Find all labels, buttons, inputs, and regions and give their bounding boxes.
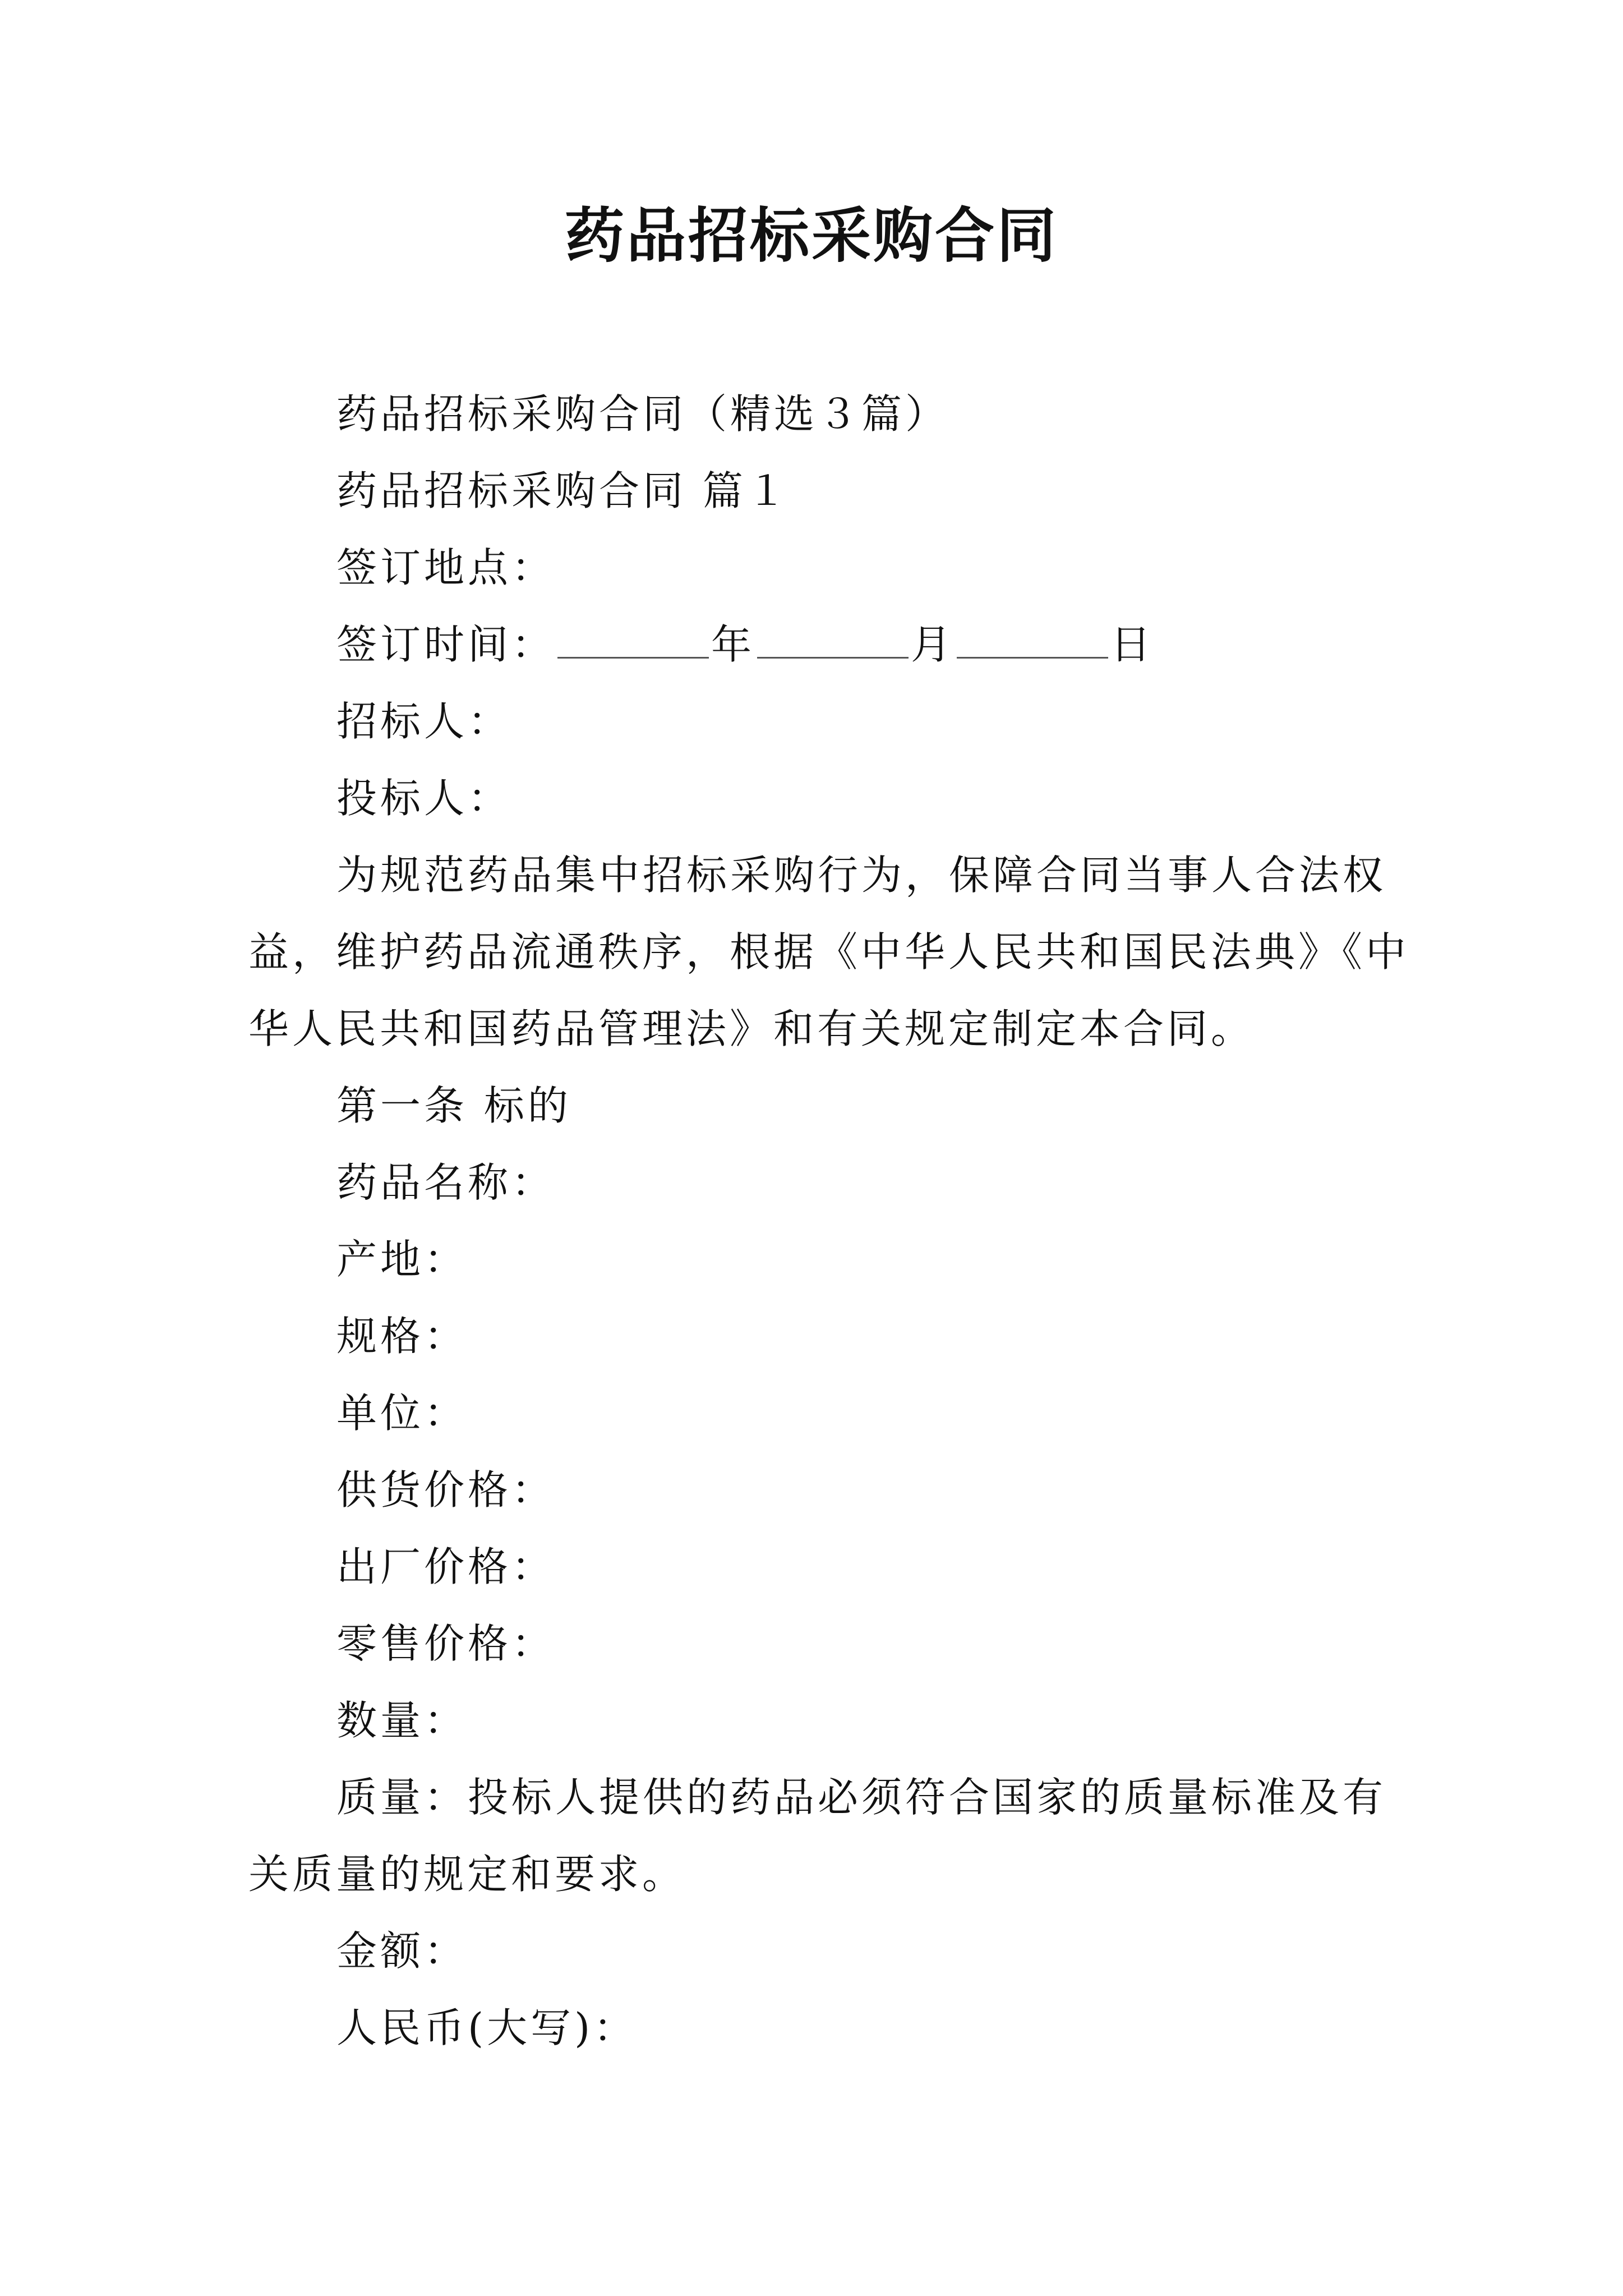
sign-time-row [336,616,1154,673]
bidder-label: 投标人： [336,775,512,822]
drug-name-label: 药品名称： [336,1159,556,1206]
subtitle: 药品招标采购合同（精选３篇） [336,390,949,438]
retail-price-label: 零售价格： [336,1620,556,1667]
sign-place-label: 签订地点： [336,544,556,591]
year-label: 年 [711,621,755,668]
preamble-line-1: 为规范药品集中招标采购行为，保障合同当事人合法权 [336,852,1387,899]
preamble-line-2: 益，维护药品流通秩序，根据《中华人民共和国民法典》《中 [248,928,1410,976]
tenderer-label: 招标人： [336,698,512,745]
sign-time-label: 签订时间： [336,621,556,668]
part-heading: 药品招标采购合同 篇１ [336,467,790,514]
quality-line-1: 质量：投标人提供的药品必须符合国家的质量标准及有 [336,1774,1387,1821]
preamble-line-3: 华人民共和国药品管理法》和有关规定制定本合同。 [248,1005,1255,1052]
spec-label: 规格： [336,1313,468,1360]
unit-label: 单位： [336,1389,468,1437]
month-label: 月 [911,621,955,668]
supply-price-label: 供货价格： [336,1466,556,1513]
article-1-heading: 第一条 标的 [336,1082,571,1129]
rmb-uppercase-label: 人民币(大写)： [336,2004,638,2051]
quality-line-2: 关质量的规定和要求。 [248,1851,686,1898]
quantity-label: 数量： [336,1697,468,1744]
year-blank [557,623,709,659]
page-title: 药品招标采购合同 [565,200,1058,270]
day-blank [957,623,1108,659]
factory-price-label: 出厂价格： [336,1543,556,1590]
month-blank [757,623,909,659]
day-label: 日 [1110,621,1155,668]
origin-label: 产地： [336,1236,468,1283]
amount-label: 金额： [336,1927,468,1975]
